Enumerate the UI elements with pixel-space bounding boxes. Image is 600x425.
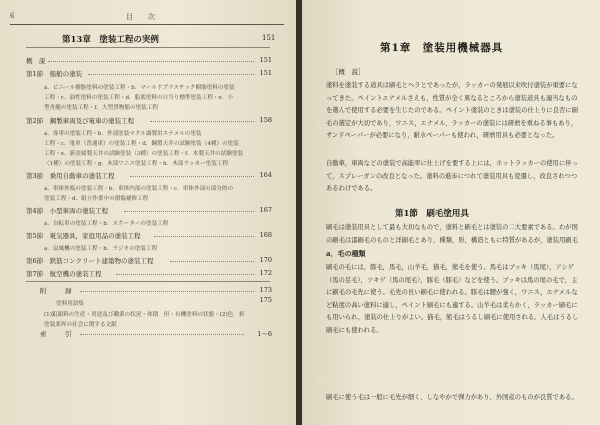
- toc-entry: 第5節 電気器具，家庭用品の塗装工程 168: [26, 231, 272, 240]
- subsection-title: a．毛の種類: [326, 249, 366, 258]
- paragraph: 自動車，車両などの塗装で高能率に仕上げを要する上には，ホットラッカーの使用に伴って，スプレーガンの改良となった。塗料の進歩につれて塗装用具も変遷し，改良されつつあるわけである。: [326, 160, 578, 193]
- running-page-number: 6: [10, 12, 15, 20]
- paragraph: 刷毛に使う毛は一般に毛先が細く，しなやかで弾力があり，外国産のものが良質である。: [326, 394, 578, 401]
- section-title: 第1節 刷毛塗用具: [395, 209, 469, 219]
- toc-subtext: 工程・e．新金属製天井の試験塗装（3種）の塗装工程・f．木製天井の試験塗装: [44, 151, 244, 157]
- toc-entry: 概 説 151: [26, 56, 272, 65]
- toc-subtext: （1種）の塗装工程・g．木部ワニス塗装工程・h．木部ラッカー塗装工程: [44, 161, 229, 167]
- chapter-title: 第1章 塗装用機械器具: [380, 42, 504, 54]
- appendix-rule: [26, 281, 270, 282]
- toc-subtext: a．客車の塗装工程・b．外部塗装マクル調製用エナメルの塗装: [44, 131, 202, 137]
- toc-subtext: 工程・c．油性塗料の塗装工程・d．船底塗料の日当り標準塗装工程・e．小: [44, 95, 234, 101]
- toc-extra-page: 175: [259, 296, 272, 304]
- toc-subtext: 工程・c．電車（普通車）の塗装工程・d．鋼製天井の試験塗装（4種）の塗装: [44, 141, 239, 147]
- toc-entry: 第6節 鉄筋コンクリート建築物の塗装工程 170: [26, 256, 272, 265]
- toc-chapter-title: 第13章 塗装工程の実例: [62, 35, 159, 45]
- chapter-rule: [26, 47, 270, 48]
- toc-subtext: a．ビニール樹脂塗料の塗装工程・b．マールドプラスチック樹脂塗料の塗装: [44, 85, 235, 91]
- toc-subtext: 塗料用語集: [56, 301, 84, 307]
- toc-entry: 第7節 航空機の塗装工程 172: [26, 269, 272, 278]
- running-title: 目 次: [126, 13, 159, 21]
- toc-subtext: 型舟艇の塗装工程・f．大型貨物船の塗装工程: [44, 105, 158, 111]
- overview-label: ［概 説］: [332, 68, 365, 76]
- toc-subtext: (1)鉛顔料の生産・用途及び職業の状況・体積 但・有機塗料の状態・(2)色 彩: [44, 312, 245, 318]
- toc-entry-index: 索 引 1～6: [40, 330, 272, 338]
- toc-subtext: 塗装業界の社会に関する文献: [44, 322, 117, 328]
- header-rule: [10, 24, 284, 25]
- toc-entry: 第1節 船舶の塗装 151: [26, 69, 272, 78]
- left-page: [0, 0, 296, 425]
- toc-entry: 第4節 小型車両の塗装工程 167: [26, 206, 272, 215]
- toc-chapter-page: 151: [262, 34, 276, 42]
- paragraph: 塗料を塗装する道具は刷毛とヘラとであったが，ラッカーの発展以来吹付塗装が重要になってきた。ペイントエナメルさえも，性質が全く異なるところから塗装道具も適当なものを選んで使用する必要を生じたのである。ペイント塗装のときは塗装の仕上りに良否に刷毛の選定が大切であり，ワニス，エナメル，ラッカーの塗装には研磨を重ねる事もあり，サンドペーパーが必要になり，耐水ペーパーも使われ，研磨用具も必要となった。: [326, 82, 578, 140]
- toc-subtext: 塗装工程・d．組立作業中の損傷補修工程: [44, 196, 149, 202]
- toc-subtext: a．車体外板の塗装工程・b．車体内部の塗装工程・c．車体外部の部分的の: [44, 186, 234, 192]
- toc-subtext: a．扇風機の塗装工程・b．ラジオの塗装工程: [44, 246, 158, 252]
- toc-subtext: a．自転車の塗装工程・b．スクーターの塗装工程: [44, 221, 169, 227]
- paragraph: 刷毛は塗装用具として最も大切なもので，塗料と刷毛とは塗装の二大要素である。わが国の刷毛は漆刷毛のものと洋刷毛とあり，種類，形，構造ともに特質があるが，塗装用刷毛: [326, 224, 578, 244]
- paragraph: 刷毛の毛には，豚毛，馬毛，山羊毛，猫毛，熊毛を使う。馬毛はブッキ（馬尾），アシゲ（馬の足毛），ツキゲ（馬の尾毛），豚毛（豚毛）などを使う。ブッキは馬の尾の毛で，主に刷毛の毛先に使う。毛先の長い刷毛に使われる。豚毛は腰が強く，ワニス，エナメルなど粘度の高い塗料に適し，ペイント刷毛にも適する。山羊毛は柔らかく，ラッカー刷毛にも用いられ，塗装の仕上りがよい。猫毛，熊毛はうるし刷毛に使用される。人毛はうるし刷毛にも使われる。: [326, 264, 579, 334]
- toc-entry: 第3節 乗用自動車の塗装工程 164: [26, 171, 272, 180]
- toc-entry-appendix: 附 録 173: [40, 286, 272, 295]
- toc-entry: 第2節 鋼製車両及び電車の塗装工程 158: [26, 116, 272, 125]
